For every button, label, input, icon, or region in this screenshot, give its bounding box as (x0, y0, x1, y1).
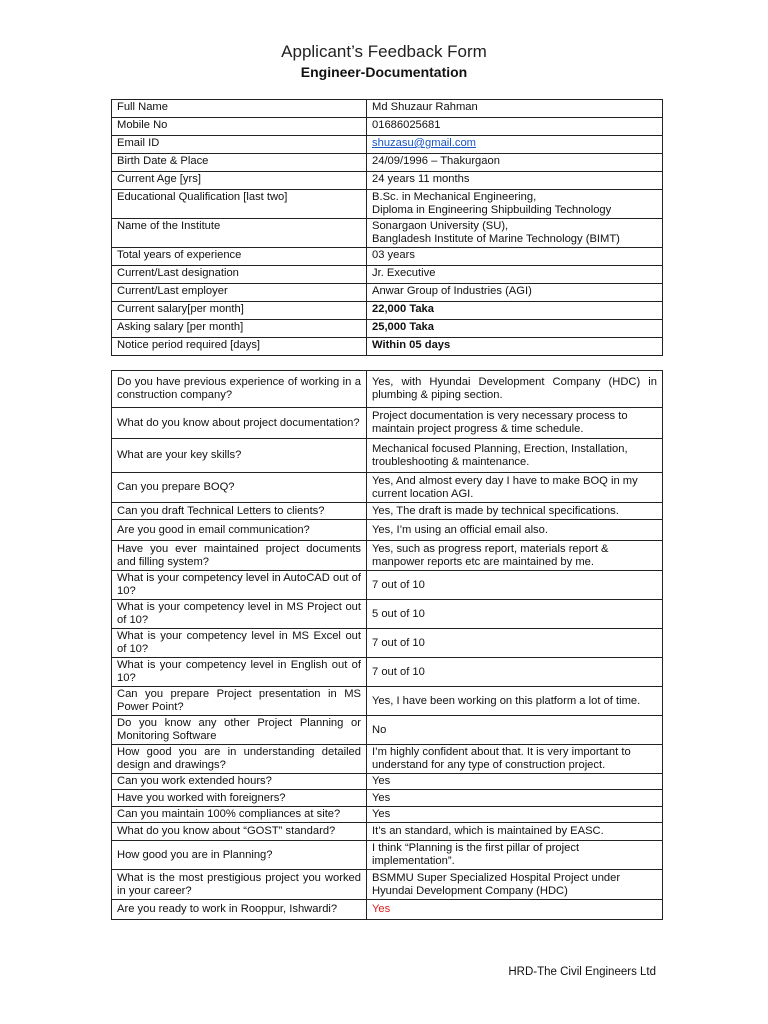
field-value: Jr. Executive (367, 266, 663, 284)
field-label: Mobile No (112, 118, 367, 136)
table-row (112, 658, 663, 687)
field-value: Anwar Group of Industries (AGI) (367, 284, 663, 302)
table-row (112, 136, 663, 154)
question-cell: What is your competency level in English out of 10? (112, 658, 367, 687)
field-label: Birth Date & Place (112, 154, 367, 172)
answer-cell: Yes (367, 774, 663, 790)
table-row (112, 100, 663, 118)
answer-cell: 7 out of 10 (367, 658, 663, 687)
question-cell: Can you work extended hours? (112, 774, 367, 790)
field-value (367, 190, 663, 219)
answer-cell: Yes, with Hyundai Development Company (HDC) in plumbing & piping section. (367, 371, 663, 408)
table-row (112, 823, 663, 841)
question-cell: What is the most prestigious project you worked in your career? (112, 870, 367, 900)
table-row (112, 190, 663, 219)
question-cell: Have you ever maintained project documents and filling system? (112, 541, 367, 571)
field-value: 24/09/1996 – Thakurgaon (367, 154, 663, 172)
table-row (112, 473, 663, 503)
answer-cell: Yes (367, 900, 663, 920)
answer-cell: Yes (367, 807, 663, 823)
questions-table (111, 370, 663, 920)
answer-cell: BSMMU Super Specialized Hospital Project under Hyundai Development Company (HDC) (367, 870, 663, 900)
table-row (112, 774, 663, 790)
table-row (112, 266, 663, 284)
table-row (112, 320, 663, 338)
question-cell: What is your competency level in MS Project out of 10? (112, 600, 367, 629)
answer-cell: Mechanical focused Planning, Erection, Installation, troubleshooting & maintenance. (367, 439, 663, 473)
question-cell: Can you draft Technical Letters to clients? (112, 503, 367, 520)
answer-cell: I’m highly confident about that. It is very important to understand for any type of construction project. (367, 745, 663, 774)
field-value: 01686025681 (367, 118, 663, 136)
answer-cell: Yes, And almost every day I have to make BOQ in my current location AGI. (367, 473, 663, 503)
field-label: Full Name (112, 100, 367, 118)
field-value (367, 219, 663, 248)
table-row (112, 790, 663, 807)
table-row (112, 716, 663, 745)
answer-cell: No (367, 716, 663, 745)
table-row (112, 118, 663, 136)
personal-info-table (111, 99, 663, 356)
table-row (112, 219, 663, 248)
table-row (112, 439, 663, 473)
table-row (112, 541, 663, 571)
question-cell: Have you worked with foreigners? (112, 790, 367, 807)
table-row (112, 302, 663, 320)
table-row (112, 571, 663, 600)
field-label: Total years of experience (112, 248, 367, 266)
answer-cell: 7 out of 10 (367, 629, 663, 658)
question-cell: What is your competency level in MS Excel out of 10? (112, 629, 367, 658)
field-label: Current salary[per month] (112, 302, 367, 320)
value-line: B.Sc. in Mechanical Engineering, (372, 191, 537, 203)
field-label: Current/Last employer (112, 284, 367, 302)
table-row (112, 408, 663, 439)
field-label: Current/Last designation (112, 266, 367, 284)
footer-company: HRD-The Civil Engineers Ltd (508, 966, 656, 978)
question-cell: How good you are in understanding detailed design and drawings? (112, 745, 367, 774)
table-row (112, 284, 663, 302)
answer-cell: Project documentation is very necessary process to maintain project progress & time schedule. (367, 408, 663, 439)
table-row (112, 841, 663, 870)
table-row (112, 520, 663, 541)
table-row (112, 248, 663, 266)
field-label: Asking salary [per month] (112, 320, 367, 338)
answer-cell: It’s an standard, which is maintained by EASC. (367, 823, 663, 841)
table-row (112, 745, 663, 774)
answer-cell: Yes, I’m using an official email also. (367, 520, 663, 541)
question-cell: Can you prepare Project presentation in MS Power Point? (112, 687, 367, 716)
question-cell: What do you know about “GOST” standard? (112, 823, 367, 841)
field-label: Notice period required [days] (112, 338, 367, 356)
table-row (112, 870, 663, 900)
field-value (367, 136, 663, 154)
answer-cell: Yes (367, 790, 663, 807)
question-cell: Do you have previous experience of working in a construction company? (112, 371, 367, 408)
table-row (112, 629, 663, 658)
answer-cell: Yes, such as progress report, materials report & manpower reports etc are maintained by me. (367, 541, 663, 571)
field-value: Md Shuzaur Rahman (367, 100, 663, 118)
answer-cell: 5 out of 10 (367, 600, 663, 629)
table-row (112, 503, 663, 520)
question-cell: What are your key skills? (112, 439, 367, 473)
answer-cell: Yes, I have been working on this platform a lot of time. (367, 687, 663, 716)
table-row (112, 900, 663, 920)
table-row (112, 600, 663, 629)
question-cell: Are you good in email communication? (112, 520, 367, 541)
field-label: Name of the Institute (112, 219, 367, 248)
question-cell: Can you prepare BOQ? (112, 473, 367, 503)
form-title: Applicant’s Feedback Form (281, 42, 487, 61)
question-cell: What is your competency level in AutoCAD out of 10? (112, 571, 367, 600)
field-label: Educational Qualification [last two] (112, 190, 367, 219)
table-row (112, 371, 663, 408)
table-row (112, 807, 663, 823)
question-cell: What do you know about project documentation? (112, 408, 367, 439)
question-cell: How good you are in Planning? (112, 841, 367, 870)
answer-cell: Yes, The draft is made by technical specifications. (367, 503, 663, 520)
field-value: 03 years (367, 248, 663, 266)
table-row (112, 338, 663, 356)
email-link[interactable]: shuzasu@gmail.com (372, 137, 477, 149)
value-line: Bangladesh Institute of Marine Technology (BIMT) (372, 233, 620, 245)
table-row (112, 687, 663, 716)
question-cell: Can you maintain 100% compliances at site? (112, 807, 367, 823)
value-line: Sonargaon University (SU), (372, 220, 509, 232)
question-cell: Do you know any other Project Planning or Monitoring Software (112, 716, 367, 745)
form-subtitle: Engineer-Documentation (300, 64, 468, 80)
table-row (112, 154, 663, 172)
field-value: 24 years 11 months (367, 172, 663, 190)
field-label: Current Age [yrs] (112, 172, 367, 190)
answer-cell: I think “Planning is the first pillar of project implementation”. (367, 841, 663, 870)
field-label: Email ID (112, 136, 367, 154)
question-cell: Are you ready to work in Rooppur, Ishwardi? (112, 900, 367, 920)
value-line: Diploma in Engineering Shipbuilding Technology (372, 204, 612, 216)
field-value: Within 05 days (367, 338, 663, 356)
table-row (112, 172, 663, 190)
field-value: 25,000 Taka (367, 320, 663, 338)
field-value: 22,000 Taka (367, 302, 663, 320)
answer-cell: 7 out of 10 (367, 571, 663, 600)
